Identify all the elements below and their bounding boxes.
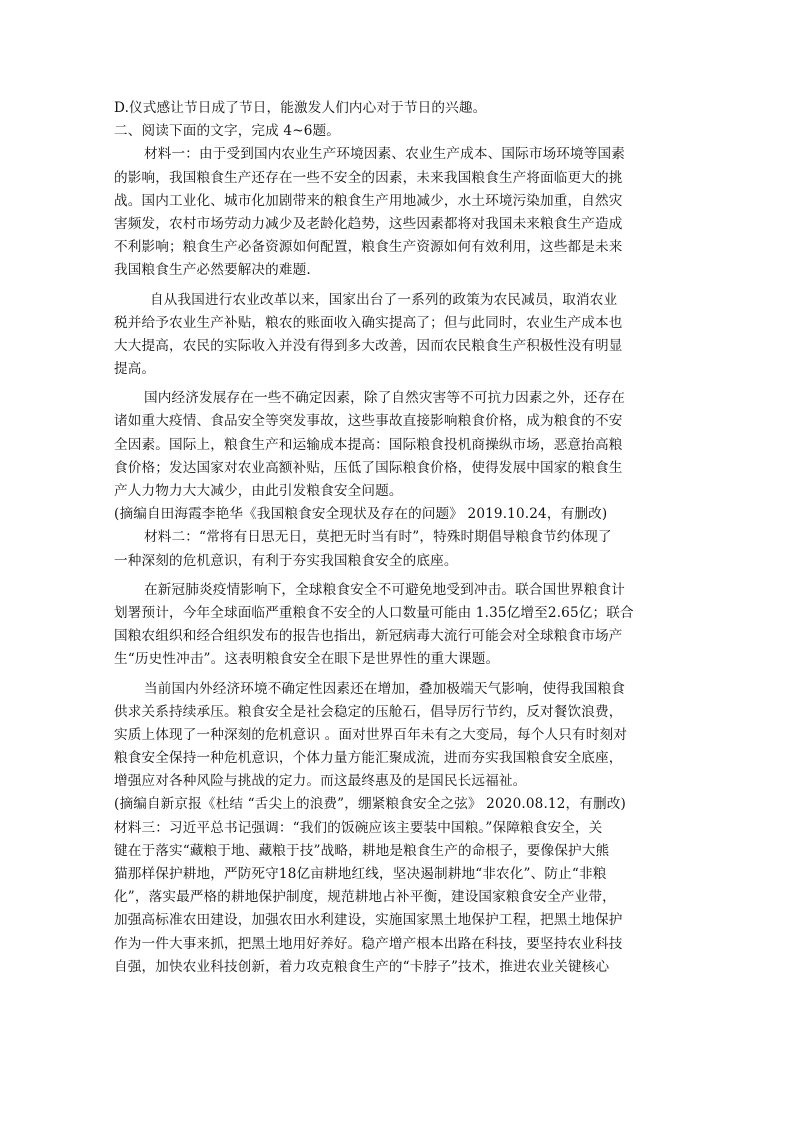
section-heading: 二、阅读下面的文字，完成 4~6题。 — [114, 123, 341, 140]
text-line: 划署预计，今年全球面临严重粮食不安全的人口数量可能由 1.35亿增至2.65亿；联合 — [114, 604, 634, 621]
text-line: 诸如重大疫情、食品安全等突发事故，这些事故直接影响粮食价格，成为粮食的不安 — [114, 413, 623, 430]
text-line: 实质上体现了一种深刻的危机意识 。面对世界百年未有之大变局，每个人只有时刻对 — [114, 726, 627, 743]
text-line: 食价格；发达国家对农业高额补贴，压低了国际粮食价格，使得发展中国家的粮食生 — [114, 459, 623, 476]
text-line: 粮食安全保持一种危机意识，个体力量方能汇聚成流，进而夯实我国粮食安全底座， — [114, 750, 623, 767]
text-line: 材料二：“常将有日思无日，莫把无时当有时”，特殊时期倡导粮食节约体现了 — [144, 529, 612, 546]
source-citation: (摘编自田海霞李艳华《我国粮食安全现状及存在的问题》 2019.10.24，有删改) — [114, 506, 608, 523]
text-line: 大大提高，农民的实际收入并没有得到多大改善，因而农民粮食生产积极性没有明显 — [114, 337, 623, 354]
text-line: 在新冠肺炎疫情影响下，全球粮食安全不可避免地受到冲击。联合国世界粮食计 — [144, 581, 626, 598]
text-line: 材料三：习近平总书记强调：“我们的饭碗应该主要装中国粮。”保障粮食安全，关 — [114, 819, 603, 836]
text-line: 一种深刻的危机意识，有利于夯实我国粮食安全的底座。 — [114, 552, 458, 569]
text-line: 供求关系持续承压。粮食安全是社会稳定的压舱石，倡导厉行节约，反对餐饮浪费， — [114, 703, 623, 720]
text-line: 增强应对各种风险与挑战的定力。而这最终惠及的是国民长远福祉。 — [114, 773, 527, 790]
text-line: 战。国内工业化、城市化加剧带来的粮食生产用地减少，水土环境污染加重，自然灾 — [114, 192, 623, 209]
text-line: 作为一件大事来抓，把黑土地用好养好。稳产增产根本出路在科技，要坚持农业科技 — [114, 935, 623, 952]
text-line: 国内经济发展存在一些不确定因素，除了自然灾害等不可抗力因素之外，还存在 — [144, 390, 626, 407]
text-line: 材料一：由于受到国内农业生产环境因素、农业生产成本、国际市场环境等国素 — [144, 146, 626, 163]
text-line: 化”，落实最严格的耕地保护制度，规范耕地占补平衡，建设国家粮食安全产业带， — [114, 889, 616, 906]
document-page — [114, 97, 682, 979]
text-line: 加强高标准农田建设，加强农田水利建设，实施国家黑土地保护工程，把黑土地保护 — [114, 912, 623, 929]
source-citation: (摘编自新京报《杜结 “舌尖上的浪费”，绷紧粮食安全之弦》 2020.08.12，有删改) — [114, 796, 626, 813]
text-line-option-d: D.仪式感让节日成了节日，能激发人们内心对于节日的兴趣。 — [114, 100, 487, 116]
text-line: 自从我国进行农业改革以来，国家出台了一系列的政策为农民减员，取消农业 — [150, 291, 618, 308]
text-line: 的影响，我国粮食生产还存在一些不安全的因素，未来我国粮食生产将面临更大的挑 — [114, 169, 623, 186]
text-line: 全因素。国际上，粮食生产和运输成本提高：国际粮食投机商操纵市场，恶意抬高粮 — [114, 436, 623, 453]
text-line: 自强，加快农业科技创新，着力攻克粮食生产的“卡脖子”技术，推进农业关键核心 — [114, 958, 610, 975]
text-line: 猫那样保护耕地，严防死守18亿亩耕地红线，坚决遏制耕地“非农化”、防止“非粮 — [114, 866, 607, 882]
text-line: 产人力物力大大减少，由此引发粮食安全问题。 — [114, 483, 403, 499]
text-line: 我国粮食生产必然要解决的难题. — [114, 262, 311, 279]
text-line: 害频发，农村市场劳动力减少及老龄化趋势，这些因素都将对我国未来粮食生产造成 — [114, 215, 623, 232]
text-line: 当前国内外经济环境不确定性因素还在增加，叠加极端天气影响，使得我国粮食 — [144, 680, 626, 697]
text-line: 提高。 — [114, 361, 156, 378]
text-line: 国粮农组织和经合组织发布的报告也指出，新冠病毒大流行可能会对全球粮食市场产 — [114, 628, 623, 645]
text-line: 键在于落实“藏粮于地、藏粮于技”战略，耕地是粮食生产的命根子，要像保护大熊 — [114, 842, 610, 859]
text-line: 税并给予农业生产补贴，粮农的账面收入确实提高了；但与此同时，农业生产成本也 — [114, 314, 623, 331]
text-line: 不利影响；粮食生产必备资源如何配置，粮食生产资源如何有效利用，这些都是未来 — [114, 239, 623, 256]
text-line: 生“历史性冲击”。这表明粮食安全在眼下是世界性的重大课题。 — [114, 651, 500, 668]
